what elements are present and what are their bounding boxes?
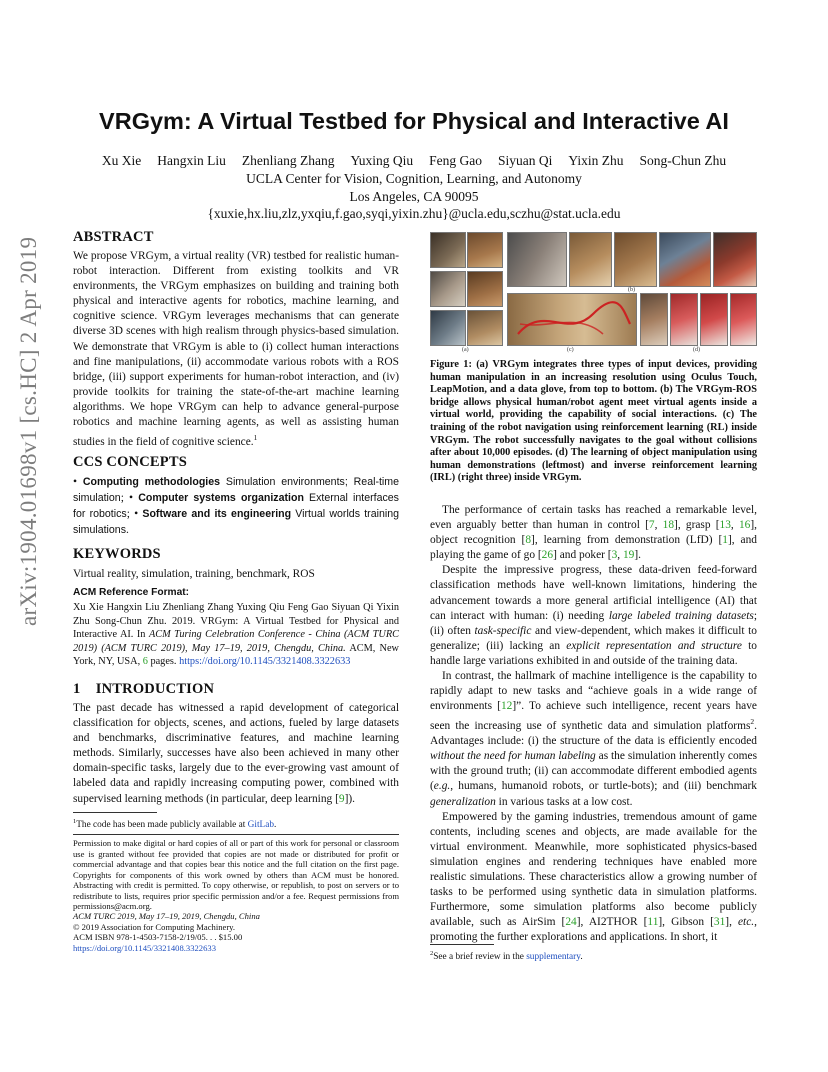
keywords-text: Virtual reality, simulation, training, benchmark, ROS [73,568,315,580]
figure-image-b3 [614,232,657,287]
figure-label-b: (b) [628,287,635,293]
emails: {xuxie,hx.liu,zlz,yxqiu,f.gao,syqi,yixin.zhu}@ucla.edu,sczhu@stat.ucla.edu [207,206,621,221]
author: Xu Xie [101,153,142,168]
intro-paragraph: The past decade has witnessed a rapid development of categorical classification for objects, scenes, and actions, fueled by large datasets and benchmarks, discriminative features, and machine learning methods. Similarly, successes have also been achieved in many other domain-specific tasks, largely due to the ever-growing vast amount of labeled data and rapidly increasing computing power, combined with supervised learning methods (in particular, deep learning [9]). [73,702,399,805]
acm-reference-heading: ACM Reference Format: [73,587,190,598]
affiliation: UCLA Center for Vision, Cognition, Learning, and Autonomy [246,171,582,186]
figure-label-c: (c) [567,347,574,353]
paragraph: Despite the impressive progress, these data-driven feed-forward classification methods have well-known limitations, hindering the advancement towards a more general artificial intelligence (AI) that can interact with human: (i) needing large labeled training datasets; (ii) often task-specific and view-dependent, which makes it difficult to generalize; (iii) lacking an explicit representation and structure to handle large variations exhibited in and outside of the training data. [430,564,757,667]
doi-link[interactable]: https://doi.org/10.1145/3321408.3322633 [73,942,216,953]
author: Yuxing Qiu [350,153,414,168]
footnote-rule [430,944,494,945]
arxiv-watermark: arXiv:1904.01698v1 [cs.HC] 2 Apr 2019 [16,236,41,626]
location: Los Angeles, CA 90095 [349,189,479,204]
keywords-heading: KEYWORDS [73,546,161,562]
author: Hangxin Liu [157,153,226,168]
figure-image-a4 [467,232,503,268]
footnote-rule [73,812,157,813]
figure-image-d1 [640,293,668,346]
figure-image-b5 [713,232,757,287]
right-column-text [430,503,757,946]
footnote-1: $^1$The code has been made publicly available at GitLab. [73,818,277,831]
author: Feng Gao [429,153,482,168]
paragraph: Empowered by the gaming industries, tremendous amount of game contents, including scenes and objects, are made available for the virtual environment. Meanwhile, more sophisticated physics-based simulation engines and rendering techniques have enabled more realistic simulations. These characteristics allow a growing number of tasks to be performed using synthetic data in simulation platforms. Furthermore, some simulation platforms also become publicly available, such as AirSim [24], AI2THOR [11], Gibson [31], etc., promoting the further explorations and applications. In short, it [430,810,757,944]
figure-image-a1 [430,232,466,268]
figure-image-b2 [569,232,612,287]
supplementary-link[interactable]: supplementary [526,952,581,963]
author: Song-Chun Zhu [639,153,727,168]
ccs-concepts: • Computing methodologies Simulation environments; Real-time simulation; • Computer systems organization External interfaces for robotics; • Software and its engineering Virtual worlds training simulations. [73,475,399,537]
paper-title: VRGym: A Virtual Testbed for Physical and Interactive AI [99,108,729,134]
figure-image-b1 [507,232,567,287]
figure-image-c [507,293,637,346]
figure-label-a: (a) [462,347,469,353]
figure-image-d3 [700,293,728,346]
figure-image-a3 [430,310,466,346]
author: Siyuan Qi [497,153,553,168]
paragraph: In contrast, the hallmark of machine intelligence is the capability to rapidly adapt to new tasks and “achieve goals in a wide range of environments [12]”. To achieve such intelligence, recent years have seen the increasing use of synthetic data and simulation platforms$^2$. Advantages include: (i) the structure of the data is efficiently encoded without the need for human labeling as the simulation inherently comes with the ground truth; (ii) can accommodate different embodied agents (e.g., humans, humanoid robots, or turtle-bots); and (iii) benchmark generalization in various tasks at a low cost. [430,670,758,808]
figure-caption: Figure 1: (a) VRGym integrates three types of input devices, providing human manipulation in an increasing resolution using Oculus Touch, LeapMotion, and a data glove, from top to bottom. (b) The VRGym-ROS bridge allows physical human/robot agent meet virtual agents inside a virtual world, providing the capability of social interactions. (c) The training of the robot navigation using reinforcement learning (RL) inside VRGym. The robot successfully navigates to the goal without collisions after about 10,000 episodes. (d) The learning of object manipulation using human demonstrations (leftmost) and inverse reinforcement learning (IRL) (right three) inside VRGym. [430,359,757,484]
figure-image-d4 [730,293,757,346]
permission-notice: Permission to make digital or hard copies of all or part of this work for personal or classroom use is granted without fee provided that copies are not made or distributed for profit or commercial advantage and that copies bear this notice and the full citation on the first page. Copyrights for components of this work owned by others than ACM must be honored. Abstracting with credit is permitted. To copy otherwise, or republish, to post on servers or to redistribute to lists, requires prior specific permission and/or a fee. Request permissions from permissions@acm.org. [73,838,399,911]
figure-image-a2 [430,271,466,307]
paragraph: The performance of certain tasks has reached a remarkable level, even arguably better than human in control [7, 18], grasp [13, 16], object recognition [8], learning from demonstration (LfD) [1], and playing the game of go [26] and poker [3, 19]. [430,504,758,562]
author: Zhenliang Zhang [241,153,335,168]
acm-reference-text: Xu Xie Hangxin Liu Zhenliang Zhang Yuxing Qiu Feng Gao Siyuan Qi Yixin Zhu Song-Chun Zhu. 2019. VRGym: A Virtual Testbed for Physical and Interactive AI. In ACM Turing Celebration Conference - China (ACM TURC 2019) (ACM TURC 2019), May 17–19, 2019, Chengdu, China. ACM, New York, NY, USA, 6 pages. https://doi.org/10.1145/3321408.3322633 [73,602,399,667]
abstract-text: We propose VRGym, a virtual reality (VR) testbed for realistic human-robot interaction. Different from existing toolkits and VR environments, the VRGym emphasizes on building and training both physical and interactive agents for robotics, machine learning, and cognitive science. VRGym leverages mechanisms that can generate diverse 3D scenes with high realism through physics-based simulation. We demonstrate that VRGym is able to (i) collect human interactions and fine manipulations, (ii) accommodate various robots with a ROS bridge, (iii) support experiments for human-robot interaction, and (iv) provide toolkits for training the state-of-the-art machine learning algorithms. We hope VRGym can help to advance general-purpose robotics and machine learning agents, as well as assisting human studies in the field of cognitive science.$^1$ [73,250,399,448]
figure-1 [430,232,757,354]
author: Yixin Zhu [568,153,624,168]
gitlab-link[interactable]: GitLab [247,820,274,831]
ccs-heading: CCS CONCEPTS [73,454,187,470]
doi-link[interactable]: https://doi.org/10.1145/3321408.3322633 [179,656,351,667]
figure-image-a5 [467,271,503,307]
footnote-2: $^2$See a brief review in the supplementary. [430,950,583,963]
figure-image-b4 [659,232,711,287]
footnote-mark: 1 [253,433,258,443]
figure-image-d2 [670,293,698,346]
permission-details: ACM TURC 2019, May 17–19, 2019, Chengdu, China © 2019 Association for Computing Machinery. ACM ISBN 978-1-4503-7158-2/19/05. . . $15.00 https://doi.org/10.1145/3321408.3322633 [73,911,260,953]
figure-image-a6 [467,310,503,346]
abstract-heading: ABSTRACT [73,229,154,245]
permission-rule [73,834,399,835]
intro-heading: 1 INTRODUCTION [73,681,215,697]
author-list [0,152,828,170]
figure-label-d: (d) [693,347,700,353]
citation-link[interactable]: 9 [338,792,345,805]
trajectory-svg [508,294,637,346]
